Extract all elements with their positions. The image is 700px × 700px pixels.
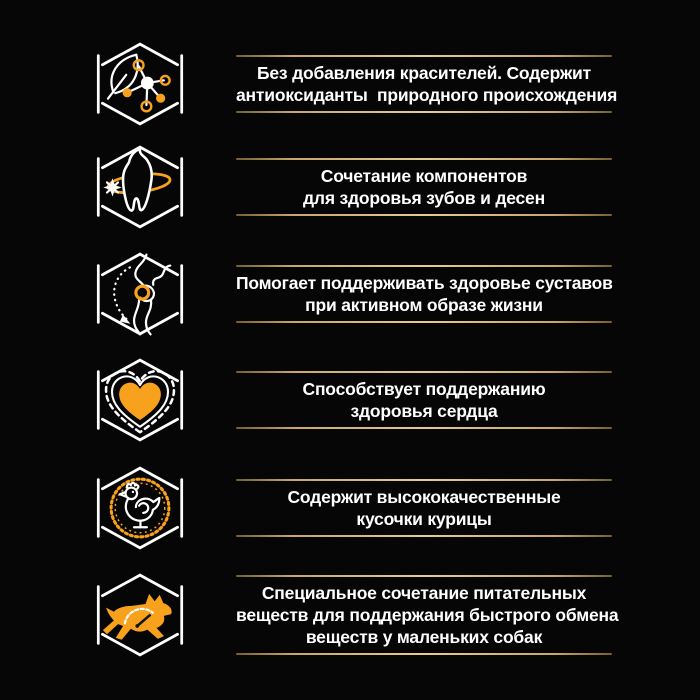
benefit-text-line: Без добавления красителей. Содержит xyxy=(257,63,591,83)
benefit-text-line: кусочки курицы xyxy=(356,509,492,529)
tooth-icon-svg xyxy=(94,143,186,231)
tooth-icon xyxy=(94,143,186,231)
gold-divider xyxy=(236,55,612,57)
benefit-text-line: здоровья сердца xyxy=(350,401,498,421)
gold-divider xyxy=(236,265,612,267)
benefit-text-line: веществ у маленьких собак xyxy=(305,627,543,647)
chicken-icon xyxy=(94,464,186,552)
benefit-text-line: для здоровья зубов и десен xyxy=(303,188,545,208)
gold-divider xyxy=(236,371,612,373)
gold-divider xyxy=(236,111,612,113)
benefit-text-line: антиоксиданты природного происхождения xyxy=(236,85,618,105)
benefit-text-block xyxy=(236,371,612,429)
benefit-text-block xyxy=(236,479,612,537)
benefit-text-line: Содержит высококачественные xyxy=(287,487,561,507)
benefit-row-metabolism xyxy=(0,550,700,680)
benefit-text-line: при активном образе жизни xyxy=(305,295,543,315)
hip-joint-icon xyxy=(94,250,186,338)
benefit-text-line: Способствует поддержанию xyxy=(302,379,546,399)
gold-divider xyxy=(236,653,612,655)
gold-divider xyxy=(236,535,612,537)
gold-divider xyxy=(236,158,612,160)
heart-icon-svg xyxy=(94,356,186,444)
benefit-text-line: Специальное сочетание питательных xyxy=(261,583,587,603)
heart-icon xyxy=(94,356,186,444)
gold-divider xyxy=(236,575,612,577)
gold-divider xyxy=(236,321,612,323)
benefit-text-line: Сочетание компонентов xyxy=(320,166,528,186)
benefit-text-block xyxy=(236,265,612,323)
leaf-molecule-icon xyxy=(94,40,186,128)
benefit-text-block xyxy=(236,158,612,216)
running-dog-icon xyxy=(94,571,186,659)
benefit-text-block xyxy=(236,55,618,113)
running-dog-icon-svg xyxy=(94,571,186,659)
gold-divider xyxy=(236,427,612,429)
gold-divider xyxy=(236,214,612,216)
benefit-text-line: Помогает поддерживать здоровье суставов xyxy=(236,273,613,293)
benefit-text-block xyxy=(236,575,619,655)
chicken-icon-svg xyxy=(94,464,186,552)
benefit-text-line: веществ для поддержания быстрого обмена xyxy=(236,605,619,625)
leaf-molecule-icon-svg xyxy=(94,40,186,128)
gold-divider xyxy=(236,479,612,481)
hip-joint-icon-svg xyxy=(94,250,186,338)
